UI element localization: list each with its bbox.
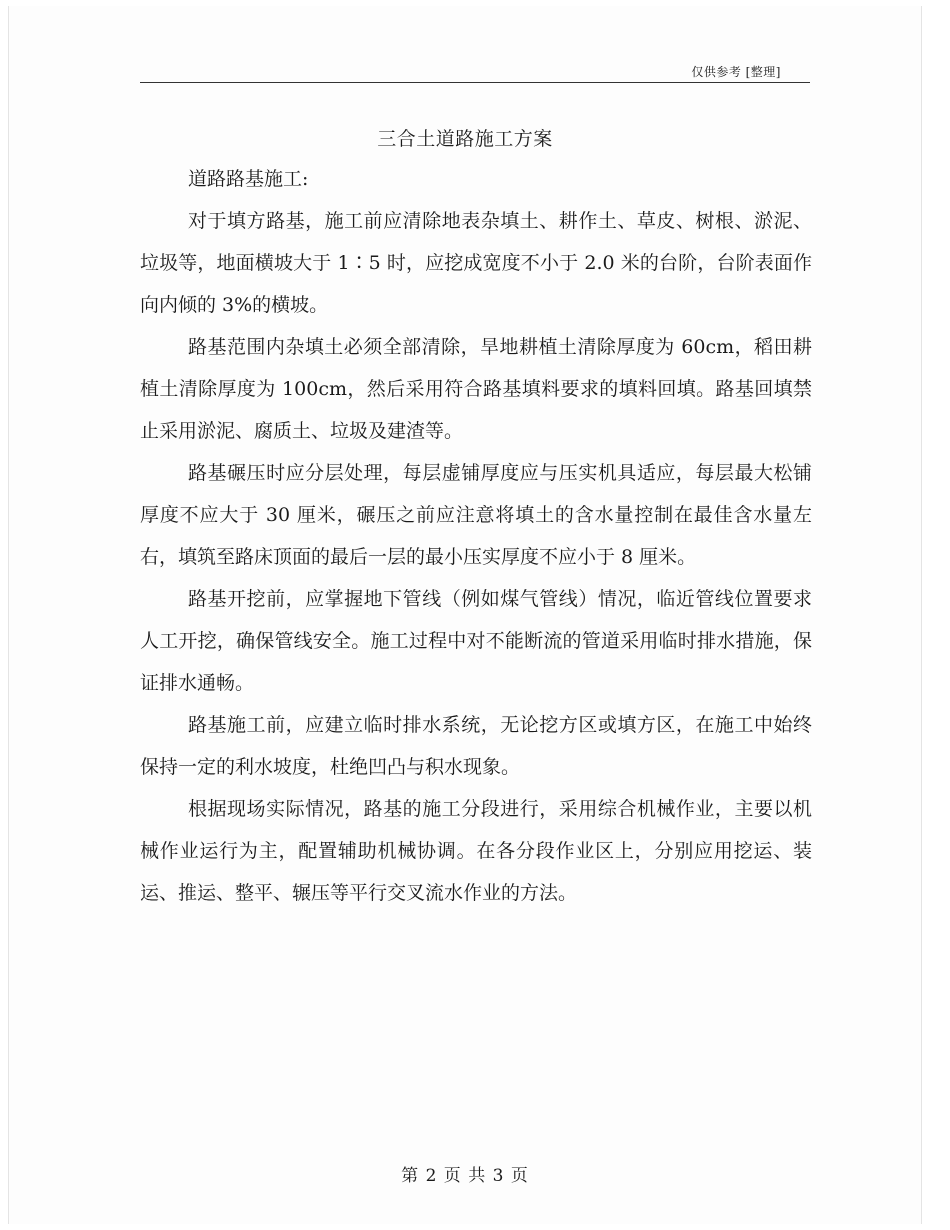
paragraph: 对于填方路基，施工前应清除地表杂填土、耕作土、草皮、树根、淤泥、垃圾等，地面横坡大于 1∶5 时，应挖成宽度不小于 2.0 米的台阶，台阶表面作向内倾的 3%的横坡。 bbox=[140, 210, 812, 316]
header-divider bbox=[140, 82, 810, 83]
paragraph: 路基范围内杂填土必须全部清除，旱地耕植土清除厚度为 60cm，稻田耕植土清除厚度为 100cm，然后采用符合路基填料要求的填料回填。路基回填禁止采用淤泥、腐质土、垃圾及建渣等。 bbox=[140, 336, 812, 442]
paragraph: 路基碾压时应分层处理，每层虚铺厚度应与压实机具适应，每层最大松铺厚度不应大于 30 厘米，碾压之前应注意将填土的含水量控制在最佳含水量左右，填筑至路床顶面的最后一层的最小压实厚度不应小于 8 厘米。 bbox=[140, 462, 812, 568]
document-title: 三合土道路施工方案 bbox=[377, 128, 553, 150]
paragraph: 路基开挖前，应掌握地下管线（例如煤气管线）情况，临近管线位置要求人工开挖，确保管线安全。施工过程中对不能断流的管道采用临时排水措施，保证排水通畅。 bbox=[140, 588, 812, 694]
document-page bbox=[8, 6, 922, 1224]
header-note: 仅供参考 [整理] bbox=[691, 65, 781, 79]
page-number-footer: 第 2 页 共 3 页 bbox=[401, 1166, 529, 1186]
document-body bbox=[140, 158, 812, 914]
section-heading: 道路路基施工: bbox=[188, 168, 309, 190]
paragraph: 路基施工前，应建立临时排水系统，无论挖方区或填方区，在施工中始终保持一定的利水坡度，杜绝凹凸与积水现象。 bbox=[140, 714, 812, 778]
paragraph: 根据现场实际情况，路基的施工分段进行，采用综合机械作业，主要以机械作业运行为主，配置辅助机械协调。在各分段作业区上，分别应用挖运、装运、推运、整平、辗压等平行交叉流水作业的方法。 bbox=[140, 798, 812, 904]
